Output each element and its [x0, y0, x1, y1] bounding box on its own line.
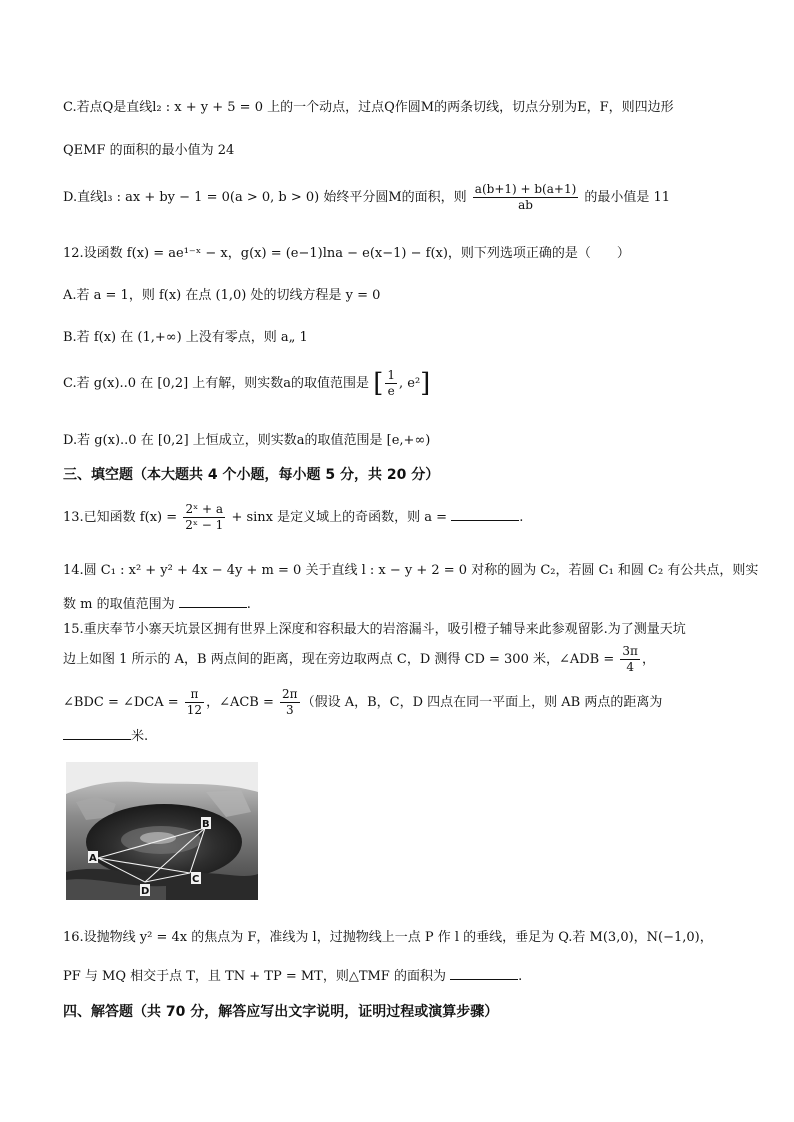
right-bracket: ]	[420, 368, 431, 399]
option-12a: A.若 a = 1，则 f(x) 在点 (1,0) 处的切线方程是 y = 0	[63, 288, 381, 303]
fraction-denominator: e	[387, 384, 395, 398]
question-16-line1: 16.设抛物线 y² = 4x 的焦点为 F，准线为 l，过抛物线上一点 P 作 l 的垂线，垂足为 Q.若 M(3,0)，N(−1,0)，	[63, 930, 713, 945]
question-12: 12.设函数 f(x) = ae¹⁻ˣ − x，g(x) = (e−1)lna − e(x−1) − f(x)，则下列选项正确的是（ ）	[63, 246, 630, 261]
fraction-numerator: 1	[387, 368, 395, 382]
option-12c-post: , e²	[398, 376, 421, 391]
fraction-denominator: 2ˣ − 1	[185, 518, 224, 532]
question-14-text: 数 m 的取值范围为	[63, 597, 175, 612]
question-13	[63, 502, 523, 533]
option-11d-post: 的最小值是 11	[584, 190, 671, 205]
fraction-numerator: 2ˣ + a	[183, 502, 225, 518]
option-11c-line2: QEMF 的面积的最小值为 24	[63, 143, 235, 158]
option-11d	[63, 182, 670, 213]
angle-acb-fraction	[280, 687, 300, 718]
question-16-end: .	[518, 969, 523, 984]
option-12c	[63, 368, 430, 399]
option-12b: B.若 f(x) 在 (1,+∞) 上没有零点，则 a„ 1	[63, 330, 308, 345]
option-11c-line1: C.若点Q是直线l₂ : x + y + 5 = 0 上的一个动点，过点Q作圆M的两条切线，切点分别为E，F，则四边形	[63, 100, 674, 115]
answer-blank[interactable]	[63, 727, 131, 740]
sinkhole-photo	[66, 762, 258, 900]
fraction-denominator: 3	[285, 703, 294, 717]
question-15-line2	[63, 644, 655, 675]
question-13-pre: 13.已知函数 f(x) =	[63, 510, 178, 525]
question-13-end: .	[519, 510, 524, 525]
question-14-end: .	[246, 597, 251, 612]
fraction-numerator: 3π	[622, 644, 638, 658]
answer-blank[interactable]	[451, 508, 519, 521]
question-15-line2-post: ，	[641, 652, 655, 667]
question-14-line1: 14.圆 C₁ : x² + y² + 4x − 4y + m = 0 关于直线 l : x − y + 2 = 0 对称的圆为 C₂，若圆 C₁ 和圆 C₂ 有公共点，则实	[63, 563, 759, 578]
fraction-denominator: 12	[186, 703, 203, 717]
fraction-denominator: ab	[518, 198, 533, 212]
question-15-line3-c: （假设 A，B，C，D 四点在同一平面上，则 AB 两点的距离为	[301, 695, 663, 710]
label-d: D	[141, 886, 150, 897]
option-12d: D.若 g(x)..0 在 [0,2] 上恒成立，则实数a的取值范围是 [e,+∞)	[63, 433, 431, 448]
question-15-line3	[63, 687, 662, 718]
question-15-line4-text: 米.	[131, 729, 149, 744]
option-11d-fraction	[473, 182, 578, 213]
option-12c-pre: C.若 g(x)..0 在 [0,2] 上有解，则实数a的取值范围是	[63, 376, 370, 391]
section-4-heading: 四、解答题（共 70 分，解答应写出文字说明，证明过程或演算步骤）	[63, 1004, 499, 1020]
label-a: A	[89, 853, 97, 864]
fraction-numerator: 2π	[282, 687, 298, 701]
question-13-post: + sinx 是定义域上的奇函数，则 a =	[231, 510, 448, 525]
option-12c-fraction	[385, 368, 397, 399]
answer-blank[interactable]	[450, 967, 518, 980]
fraction-numerator: π	[185, 687, 204, 703]
question-16-line2	[63, 967, 522, 986]
question-15-line4	[63, 727, 148, 746]
question-15-line3-a: ∠BDC = ∠DCA =	[63, 695, 179, 710]
question-15-line3-b: ，∠ACB =	[206, 695, 274, 710]
question-15-line1: 15.重庆奉节小寨天坑景区拥有世界上深度和容积最大的岩溶漏斗，吸引橙子辅导来此参观留影.为了测量天坑	[63, 622, 686, 637]
angle-bdc-fraction	[185, 687, 204, 718]
label-c: C	[192, 874, 200, 885]
option-11d-pre: D.直线l₃ : ax + by − 1 = 0(a > 0, b > 0) 始终平分圆M的面积，则	[63, 190, 467, 205]
angle-adb-fraction	[620, 644, 640, 675]
answer-blank[interactable]	[179, 595, 247, 608]
fraction-numerator: a(b+1) + b(a+1)	[474, 182, 577, 196]
left-bracket: [	[373, 368, 384, 399]
label-b: B	[202, 819, 210, 830]
question-14-line2	[63, 595, 251, 614]
section-3-heading: 三、填空题（本大题共 4 个小题，每小题 5 分，共 20 分）	[63, 467, 440, 483]
question-13-fraction	[183, 502, 225, 533]
question-16-text: PF 与 MQ 相交于点 T，且 TN + TP = MT，则△TMF 的面积为	[63, 969, 446, 984]
question-15-line2-pre: 边上如图 1 所示的 A，B 两点间的距离，现在旁边取两点 C，D 测得 CD = 300 米，∠ADB =	[63, 652, 615, 667]
fraction-denominator: 4	[626, 660, 634, 674]
